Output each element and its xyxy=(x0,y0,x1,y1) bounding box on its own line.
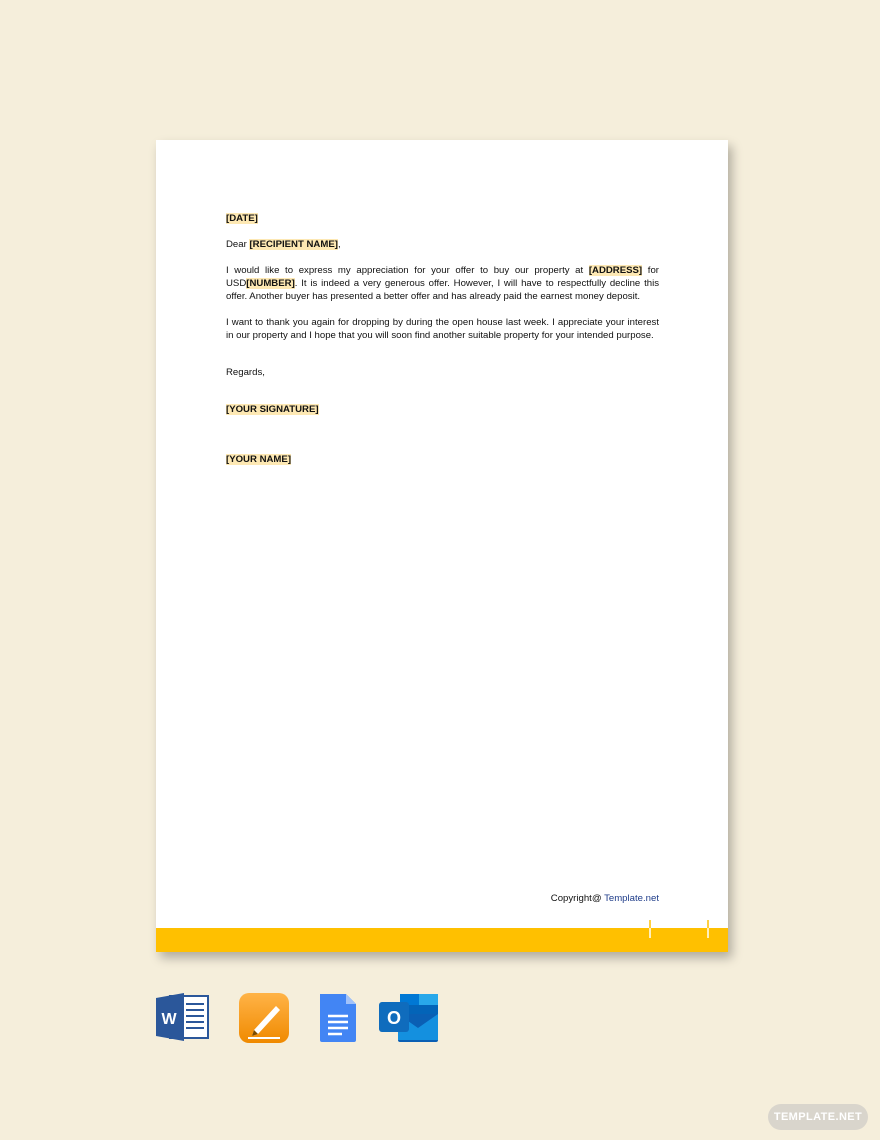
name-placeholder: [YOUR NAME] xyxy=(226,454,292,465)
copyright-prefix: Copyright@ xyxy=(550,893,605,904)
name-line xyxy=(226,453,659,466)
outlook-icon-letter: O xyxy=(386,1008,402,1028)
copyright-line xyxy=(551,893,659,904)
salutation xyxy=(226,238,659,251)
pages-icon[interactable] xyxy=(238,992,290,1044)
letter-body xyxy=(226,212,659,466)
paragraph-1-text-b: for USD xyxy=(226,265,659,289)
paragraph-1 xyxy=(226,264,659,303)
signature-line xyxy=(226,403,659,416)
template-net-badge[interactable]: TEMPLATE.NET xyxy=(768,1104,868,1130)
address-placeholder: [ADDRESS] xyxy=(588,265,643,276)
word-icon[interactable] xyxy=(156,992,210,1042)
google-docs-icon[interactable] xyxy=(318,992,358,1044)
house-outline-icon xyxy=(648,906,710,942)
recipient-placeholder: [RECIPIENT NAME] xyxy=(249,239,338,250)
date-line xyxy=(226,212,659,225)
footer-bar xyxy=(156,928,728,952)
paragraph-1-text-c: . It is indeed a very generous offer. However, I will have to respectfully decline this offer. Another buyer has presented a better offer and has already paid the earnest money deposit. xyxy=(226,278,659,302)
paragraph-2: I want to thank you again for dropping by during the open house last week. I appreciate your interest in our property and I hope that you will soon find another suitable property for your intended purpose. xyxy=(226,317,659,341)
number-placeholder: [NUMBER] xyxy=(246,278,295,289)
salutation-prefix: Dear xyxy=(226,239,250,250)
template-link[interactable]: Template.net xyxy=(604,893,659,904)
date-placeholder: [DATE] xyxy=(226,213,258,224)
app-icons-row xyxy=(0,992,880,1046)
outlook-icon[interactable] xyxy=(378,992,440,1044)
salutation-suffix: , xyxy=(337,239,341,250)
word-icon-letter: W xyxy=(161,1011,177,1028)
signature-placeholder: [YOUR SIGNATURE] xyxy=(226,404,319,415)
closing: Regards, xyxy=(226,367,265,378)
paragraph-1-text-a: I would like to express my appreciation for your offer to buy our property at xyxy=(226,265,589,276)
document-page xyxy=(156,140,728,952)
